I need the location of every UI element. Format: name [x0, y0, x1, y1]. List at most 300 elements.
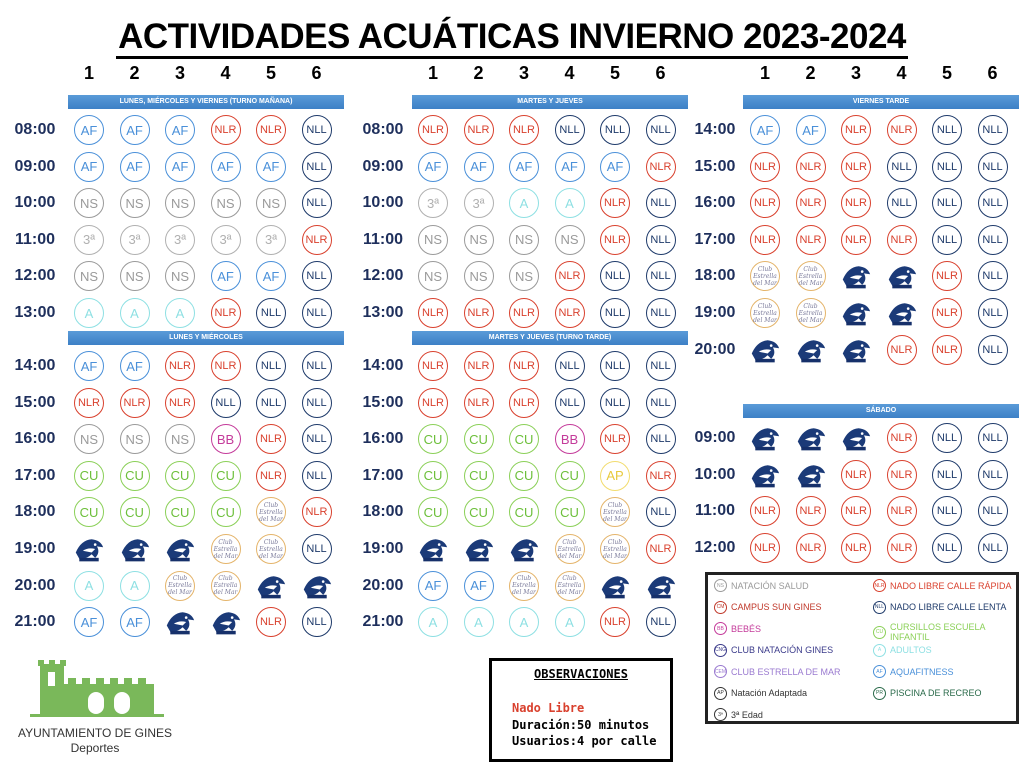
legend-dot-icon: CM	[714, 601, 727, 614]
club-natacion-gines-icon	[750, 460, 780, 490]
time-label: 13:00	[14, 304, 56, 321]
legend-dot-icon: NS	[714, 579, 727, 592]
activity-ns: NS	[165, 424, 195, 454]
activity-nll: NLL	[978, 460, 1008, 490]
club-estrella-del-mar-icon: Club Estrella del Mar	[555, 571, 585, 601]
activity-nll: NLL	[646, 225, 676, 255]
activity-af: AF	[165, 152, 195, 182]
activity-nll: NLL	[555, 388, 585, 418]
activity-nlr: NLR	[165, 388, 195, 418]
activity-ns: NS	[509, 261, 539, 291]
activity-nll: NLL	[978, 261, 1008, 291]
activity-nll: NLL	[646, 188, 676, 218]
activity-af: AF	[74, 351, 104, 381]
activity-a: A	[509, 607, 539, 637]
column-number: 6	[987, 63, 998, 83]
activity-nlr: NLR	[932, 261, 962, 291]
activity-3a: 3ª	[74, 225, 104, 255]
activity-af: AF	[211, 261, 241, 291]
activity-ns: NS	[418, 261, 448, 291]
activity-nll: NLL	[646, 261, 676, 291]
activity-ap: AP	[600, 461, 630, 491]
legend-label: NATACIÓN SALUD	[731, 580, 809, 591]
legend-item	[873, 622, 1016, 642]
club-natacion-gines-icon	[165, 534, 195, 564]
activity-af: AF	[120, 152, 150, 182]
activity-ns: NS	[464, 261, 494, 291]
activity-nll: NLL	[600, 115, 630, 145]
activity-cu: CU	[464, 461, 494, 491]
legend-item	[714, 665, 841, 678]
activity-af: AF	[464, 571, 494, 601]
club-estrella-del-mar-icon: Club Estrella del Mar	[555, 534, 585, 564]
club-estrella-del-mar-icon: Club Estrella del Mar	[796, 298, 826, 328]
activity-nlr: NLR	[750, 496, 780, 526]
activity-nlr: NLR	[555, 261, 585, 291]
activity-cu: CU	[555, 497, 585, 527]
activity-cu: CU	[509, 497, 539, 527]
legend-dot-icon: CU	[873, 626, 886, 639]
time-label: 11:00	[14, 230, 56, 248]
time-label: 19:00	[14, 540, 56, 557]
legend-dot-icon: A	[873, 644, 886, 657]
column-number: 6	[655, 63, 666, 83]
activity-nlr: NLR	[256, 461, 286, 491]
column-number: 2	[129, 63, 140, 83]
activity-cu: CU	[211, 461, 241, 491]
activity-nlr: NLR	[418, 351, 448, 381]
activity-a: A	[165, 298, 195, 328]
club-natacion-gines-icon	[887, 261, 917, 291]
activity-nll: NLL	[932, 460, 962, 490]
activity-nlr: NLR	[796, 225, 826, 255]
time-label: 11:00	[694, 502, 736, 520]
legend-dot-icon: CNG	[714, 644, 727, 657]
activity-nlr: NLR	[750, 533, 780, 563]
activity-nlr: NLR	[418, 298, 448, 328]
activity-cu: CU	[418, 461, 448, 491]
column-number: 5	[609, 63, 620, 83]
activity-cu: CU	[120, 461, 150, 491]
activity-af: AF	[600, 152, 630, 182]
activity-3a: 3ª	[256, 225, 286, 255]
activity-nlr: NLR	[418, 115, 448, 145]
column-number: 1	[83, 63, 94, 83]
time-label: 21:00	[362, 613, 404, 631]
club-estrella-del-mar-icon: Club Estrella del Mar	[256, 497, 286, 527]
time-label: 14:00	[694, 121, 736, 138]
activity-nll: NLL	[600, 298, 630, 328]
activity-a: A	[555, 188, 585, 218]
activity-nlr: NLR	[796, 152, 826, 182]
activity-cu: CU	[165, 461, 195, 491]
club-natacion-gines-icon	[302, 571, 332, 601]
activity-af: AF	[509, 152, 539, 182]
column-number: 5	[265, 63, 276, 83]
club-estrella-del-mar-icon: Club Estrella del Mar	[600, 534, 630, 564]
activity-nll: NLL	[978, 298, 1008, 328]
activity-nll: NLL	[302, 461, 332, 491]
activity-nll: NLL	[211, 388, 241, 418]
legend-dot-icon: 3ª	[714, 708, 727, 721]
activity-nll: NLL	[600, 388, 630, 418]
section-header: SÁBADO	[743, 404, 1019, 418]
activity-a: A	[418, 607, 448, 637]
activity-nlr: NLR	[841, 225, 871, 255]
time-label: 11:00	[362, 230, 404, 248]
activity-nll: NLL	[646, 607, 676, 637]
activity-3a: 3ª	[211, 225, 241, 255]
club-estrella-del-mar-icon: Club Estrella del Mar	[750, 298, 780, 328]
ayuntamiento-logo	[10, 658, 180, 758]
activity-af: AF	[256, 152, 286, 182]
activity-ns: NS	[74, 424, 104, 454]
activity-nll: NLL	[302, 388, 332, 418]
activity-ns: NS	[418, 225, 448, 255]
logo-line2: Deportes	[70, 741, 120, 755]
club-natacion-gines-icon	[646, 571, 676, 601]
activity-af: AF	[796, 115, 826, 145]
activity-nll: NLL	[646, 388, 676, 418]
activity-nlr: NLR	[464, 115, 494, 145]
club-natacion-gines-icon	[750, 423, 780, 453]
legend-item	[714, 708, 763, 721]
club-natacion-gines-icon	[418, 534, 448, 564]
activity-cu: CU	[165, 497, 195, 527]
activity-nll: NLL	[978, 496, 1008, 526]
legend-dot-icon: BB	[714, 622, 727, 635]
activity-nll: NLL	[302, 351, 332, 381]
legend-label: ADULTOS	[890, 645, 932, 655]
legend-label: AQUAFITNESS	[890, 666, 954, 677]
activity-nll: NLL	[646, 351, 676, 381]
activity-a: A	[555, 607, 585, 637]
time-label: 17:00	[694, 230, 736, 248]
time-label: 18:00	[694, 267, 736, 285]
time-label: 16:00	[694, 194, 736, 212]
legend-dot-icon: CEM	[714, 665, 727, 678]
club-natacion-gines-icon	[841, 261, 871, 291]
club-natacion-gines-icon	[211, 607, 241, 637]
time-label: 21:00	[14, 613, 56, 631]
time-label: 19:00	[362, 540, 404, 557]
activity-nll: NLL	[978, 225, 1008, 255]
activity-nll: NLL	[932, 188, 962, 218]
activity-nll: NLL	[978, 115, 1008, 145]
legend-dot-icon: AP	[714, 687, 727, 700]
time-label: 08:00	[362, 121, 404, 138]
activity-nlr: NLR	[646, 534, 676, 564]
time-label: 15:00	[14, 393, 56, 411]
activity-af: AF	[555, 152, 585, 182]
activity-nll: NLL	[600, 261, 630, 291]
activity-nlr: NLR	[887, 533, 917, 563]
activity-3a: 3ª	[464, 188, 494, 218]
activity-nlr: NLR	[600, 607, 630, 637]
activity-af: AF	[74, 152, 104, 182]
activity-bb: BB	[555, 424, 585, 454]
activity-ns: NS	[464, 225, 494, 255]
activity-nlr: NLR	[464, 351, 494, 381]
time-label: 17:00	[14, 466, 56, 484]
legend-item	[873, 644, 932, 657]
activity-nlr: NLR	[256, 424, 286, 454]
activity-nlr: NLR	[256, 115, 286, 145]
legend-label: NADO LIBRE CALLE LENTA	[890, 602, 1007, 612]
activity-nll: NLL	[302, 607, 332, 637]
activity-nlr: NLR	[750, 225, 780, 255]
activity-nlr: NLR	[509, 388, 539, 418]
legend-dot-icon: NLL	[873, 601, 886, 614]
activity-nlr: NLR	[211, 351, 241, 381]
activity-nlr: NLR	[555, 298, 585, 328]
club-natacion-gines-icon	[464, 534, 494, 564]
activity-ns: NS	[120, 261, 150, 291]
club-natacion-gines-icon	[796, 335, 826, 365]
activity-nll: NLL	[646, 497, 676, 527]
club-estrella-del-mar-icon: Club Estrella del Mar	[211, 571, 241, 601]
activity-ns: NS	[74, 188, 104, 218]
section-header: MARTES Y JUEVES (TURNO TARDE)	[412, 331, 688, 345]
club-estrella-del-mar-icon: Club Estrella del Mar	[165, 571, 195, 601]
legend-item	[873, 687, 982, 700]
club-natacion-gines-icon	[796, 423, 826, 453]
activity-nlr: NLR	[841, 188, 871, 218]
duration-text: Duración:50 minutos	[512, 718, 650, 732]
club-natacion-gines-icon	[796, 460, 826, 490]
column-number: 3	[850, 63, 861, 83]
castle-icon	[10, 658, 180, 726]
time-label: 08:00	[14, 121, 56, 138]
club-natacion-gines-icon	[600, 571, 630, 601]
time-label: 10:00	[362, 194, 404, 212]
users-text: Usuarios:4 por calle	[512, 734, 657, 748]
activity-nlr: NLR	[841, 496, 871, 526]
activity-bb: BB	[211, 424, 241, 454]
activity-nll: NLL	[302, 424, 332, 454]
activity-nll: NLL	[978, 335, 1008, 365]
activity-nll: NLL	[932, 423, 962, 453]
activity-nlr: NLR	[418, 388, 448, 418]
activity-nll: NLL	[978, 188, 1008, 218]
time-label: 16:00	[362, 430, 404, 448]
activity-nlr: NLR	[841, 152, 871, 182]
activity-af: AF	[120, 115, 150, 145]
activity-nlr: NLR	[120, 388, 150, 418]
activity-nll: NLL	[302, 115, 332, 145]
club-estrella-del-mar-icon: Club Estrella del Mar	[509, 571, 539, 601]
activity-af: AF	[418, 571, 448, 601]
legend-box	[705, 572, 1019, 724]
legend-dot-icon: AF	[873, 665, 886, 678]
activity-nlr: NLR	[887, 423, 917, 453]
activity-nll: NLL	[932, 115, 962, 145]
activity-a: A	[120, 298, 150, 328]
legend-item	[714, 644, 833, 657]
activity-af: AF	[750, 115, 780, 145]
activity-nlr: NLR	[796, 533, 826, 563]
column-number: 2	[473, 63, 484, 83]
club-natacion-gines-icon	[509, 534, 539, 564]
activity-nlr: NLR	[750, 152, 780, 182]
activity-nll: NLL	[302, 261, 332, 291]
club-estrella-del-mar-icon: Club Estrella del Mar	[750, 261, 780, 291]
time-label: 12:00	[362, 267, 404, 285]
time-label: 12:00	[694, 538, 736, 556]
activity-nlr: NLR	[211, 115, 241, 145]
club-estrella-del-mar-icon: Club Estrella del Mar	[600, 497, 630, 527]
activity-cu: CU	[464, 497, 494, 527]
time-label: 17:00	[362, 466, 404, 484]
activity-a: A	[74, 298, 104, 328]
activity-nlr: NLR	[887, 335, 917, 365]
activity-nlr: NLR	[887, 496, 917, 526]
club-natacion-gines-icon	[887, 298, 917, 328]
legend-label: BEBÉS	[731, 623, 762, 634]
activity-ns: NS	[555, 225, 585, 255]
column-number: 6	[311, 63, 322, 83]
activity-cu: CU	[211, 497, 241, 527]
activity-cu: CU	[555, 461, 585, 491]
activity-nlr: NLR	[509, 298, 539, 328]
activity-nll: NLL	[302, 152, 332, 182]
legend-label: CAMPUS SUN GINES	[731, 602, 822, 612]
activity-nlr: NLR	[932, 335, 962, 365]
activity-3a: 3ª	[120, 225, 150, 255]
activity-nll: NLL	[555, 115, 585, 145]
activity-nlr: NLR	[256, 607, 286, 637]
activity-nll: NLL	[302, 188, 332, 218]
section-header: LUNES, MIÉRCOLES Y VIERNES (TURNO MAÑANA)	[68, 95, 344, 109]
time-label: 09:00	[362, 157, 404, 175]
club-estrella-del-mar-icon: Club Estrella del Mar	[256, 534, 286, 564]
legend-item	[714, 687, 807, 700]
section-header: VIERNES TARDE	[743, 95, 1019, 109]
activity-nll: NLL	[887, 188, 917, 218]
activity-nll: NLL	[932, 533, 962, 563]
club-natacion-gines-icon	[841, 335, 871, 365]
section-header: MARTES Y JUEVES	[412, 95, 688, 109]
time-label: 09:00	[14, 157, 56, 175]
activity-nll: NLL	[978, 423, 1008, 453]
activity-cu: CU	[418, 424, 448, 454]
activity-nlr: NLR	[796, 188, 826, 218]
activity-cu: CU	[74, 461, 104, 491]
column-number: 4	[220, 63, 231, 83]
activity-nll: NLL	[302, 534, 332, 564]
legend-item	[873, 665, 954, 678]
activity-nll: NLL	[302, 298, 332, 328]
activity-a: A	[464, 607, 494, 637]
activity-cu: CU	[418, 497, 448, 527]
legend-item	[714, 579, 809, 592]
time-label: 12:00	[14, 267, 56, 285]
activity-nll: NLL	[555, 351, 585, 381]
activity-cu: CU	[509, 461, 539, 491]
club-natacion-gines-icon	[165, 607, 195, 637]
club-natacion-gines-icon	[841, 423, 871, 453]
activity-nll: NLL	[600, 351, 630, 381]
column-number: 2	[805, 63, 816, 83]
observations-heading: OBSERVACIONES	[534, 667, 628, 681]
activity-nll: NLL	[978, 152, 1008, 182]
time-label: 10:00	[14, 194, 56, 212]
club-natacion-gines-icon	[120, 534, 150, 564]
activity-ns: NS	[120, 188, 150, 218]
time-label: 10:00	[694, 465, 736, 483]
club-natacion-gines-icon	[750, 335, 780, 365]
activity-ns: NS	[256, 188, 286, 218]
activity-nlr: NLR	[464, 298, 494, 328]
column-number: 3	[174, 63, 185, 83]
legend-label: NADO LIBRE CALLE RÁPIDA	[890, 580, 1012, 591]
activity-nlr: NLR	[796, 496, 826, 526]
activity-3a: 3ª	[165, 225, 195, 255]
time-label: 19:00	[694, 304, 736, 321]
activity-nlr: NLR	[509, 115, 539, 145]
activity-af: AF	[74, 607, 104, 637]
column-number: 5	[941, 63, 952, 83]
nado-libre-label: Nado Libre	[512, 701, 585, 715]
activity-af: AF	[120, 351, 150, 381]
page-title	[0, 14, 1024, 60]
activity-nll: NLL	[646, 424, 676, 454]
activity-nlr: NLR	[165, 351, 195, 381]
activity-nlr: NLR	[750, 188, 780, 218]
activity-nlr: NLR	[841, 115, 871, 145]
activity-cu: CU	[509, 424, 539, 454]
legend-label: 3ª Edad	[731, 709, 763, 720]
time-label: 18:00	[14, 503, 56, 521]
logo-line1: AYUNTAMIENTO DE GINES	[17, 726, 173, 740]
column-number: 3	[518, 63, 529, 83]
club-natacion-gines-icon	[256, 571, 286, 601]
time-label: 20:00	[694, 340, 736, 358]
title-text: ACTIVIDADES ACUÁTICAS INVIERNO 2023-2024	[116, 17, 908, 59]
activity-ns: NS	[74, 261, 104, 291]
activity-cu: CU	[74, 497, 104, 527]
column-number: 4	[896, 63, 907, 83]
activity-3a: 3ª	[418, 188, 448, 218]
club-natacion-gines-icon	[841, 298, 871, 328]
activity-ns: NS	[165, 188, 195, 218]
observations-box	[489, 658, 673, 762]
activity-a: A	[120, 571, 150, 601]
activity-af: AF	[211, 152, 241, 182]
legend-dot-icon: NLR	[873, 579, 886, 592]
time-label: 09:00	[694, 429, 736, 446]
time-label: 15:00	[362, 393, 404, 411]
activity-a: A	[509, 188, 539, 218]
activity-nlr: NLR	[887, 460, 917, 490]
activity-a: A	[74, 571, 104, 601]
time-label: 13:00	[362, 304, 404, 321]
activity-ns: NS	[120, 424, 150, 454]
club-natacion-gines-icon	[74, 534, 104, 564]
activity-nlr: NLR	[646, 152, 676, 182]
club-estrella-del-mar-icon: Club Estrella del Mar	[796, 261, 826, 291]
activity-nlr: NLR	[887, 115, 917, 145]
club-estrella-del-mar-icon: Club Estrella del Mar	[211, 534, 241, 564]
activity-nlr: NLR	[600, 424, 630, 454]
activity-nll: NLL	[646, 115, 676, 145]
activity-nlr: NLR	[841, 533, 871, 563]
legend-item	[873, 601, 1006, 614]
column-number: 1	[759, 63, 770, 83]
activity-nlr: NLR	[646, 461, 676, 491]
activity-af: AF	[120, 607, 150, 637]
activity-nlr: NLR	[211, 298, 241, 328]
